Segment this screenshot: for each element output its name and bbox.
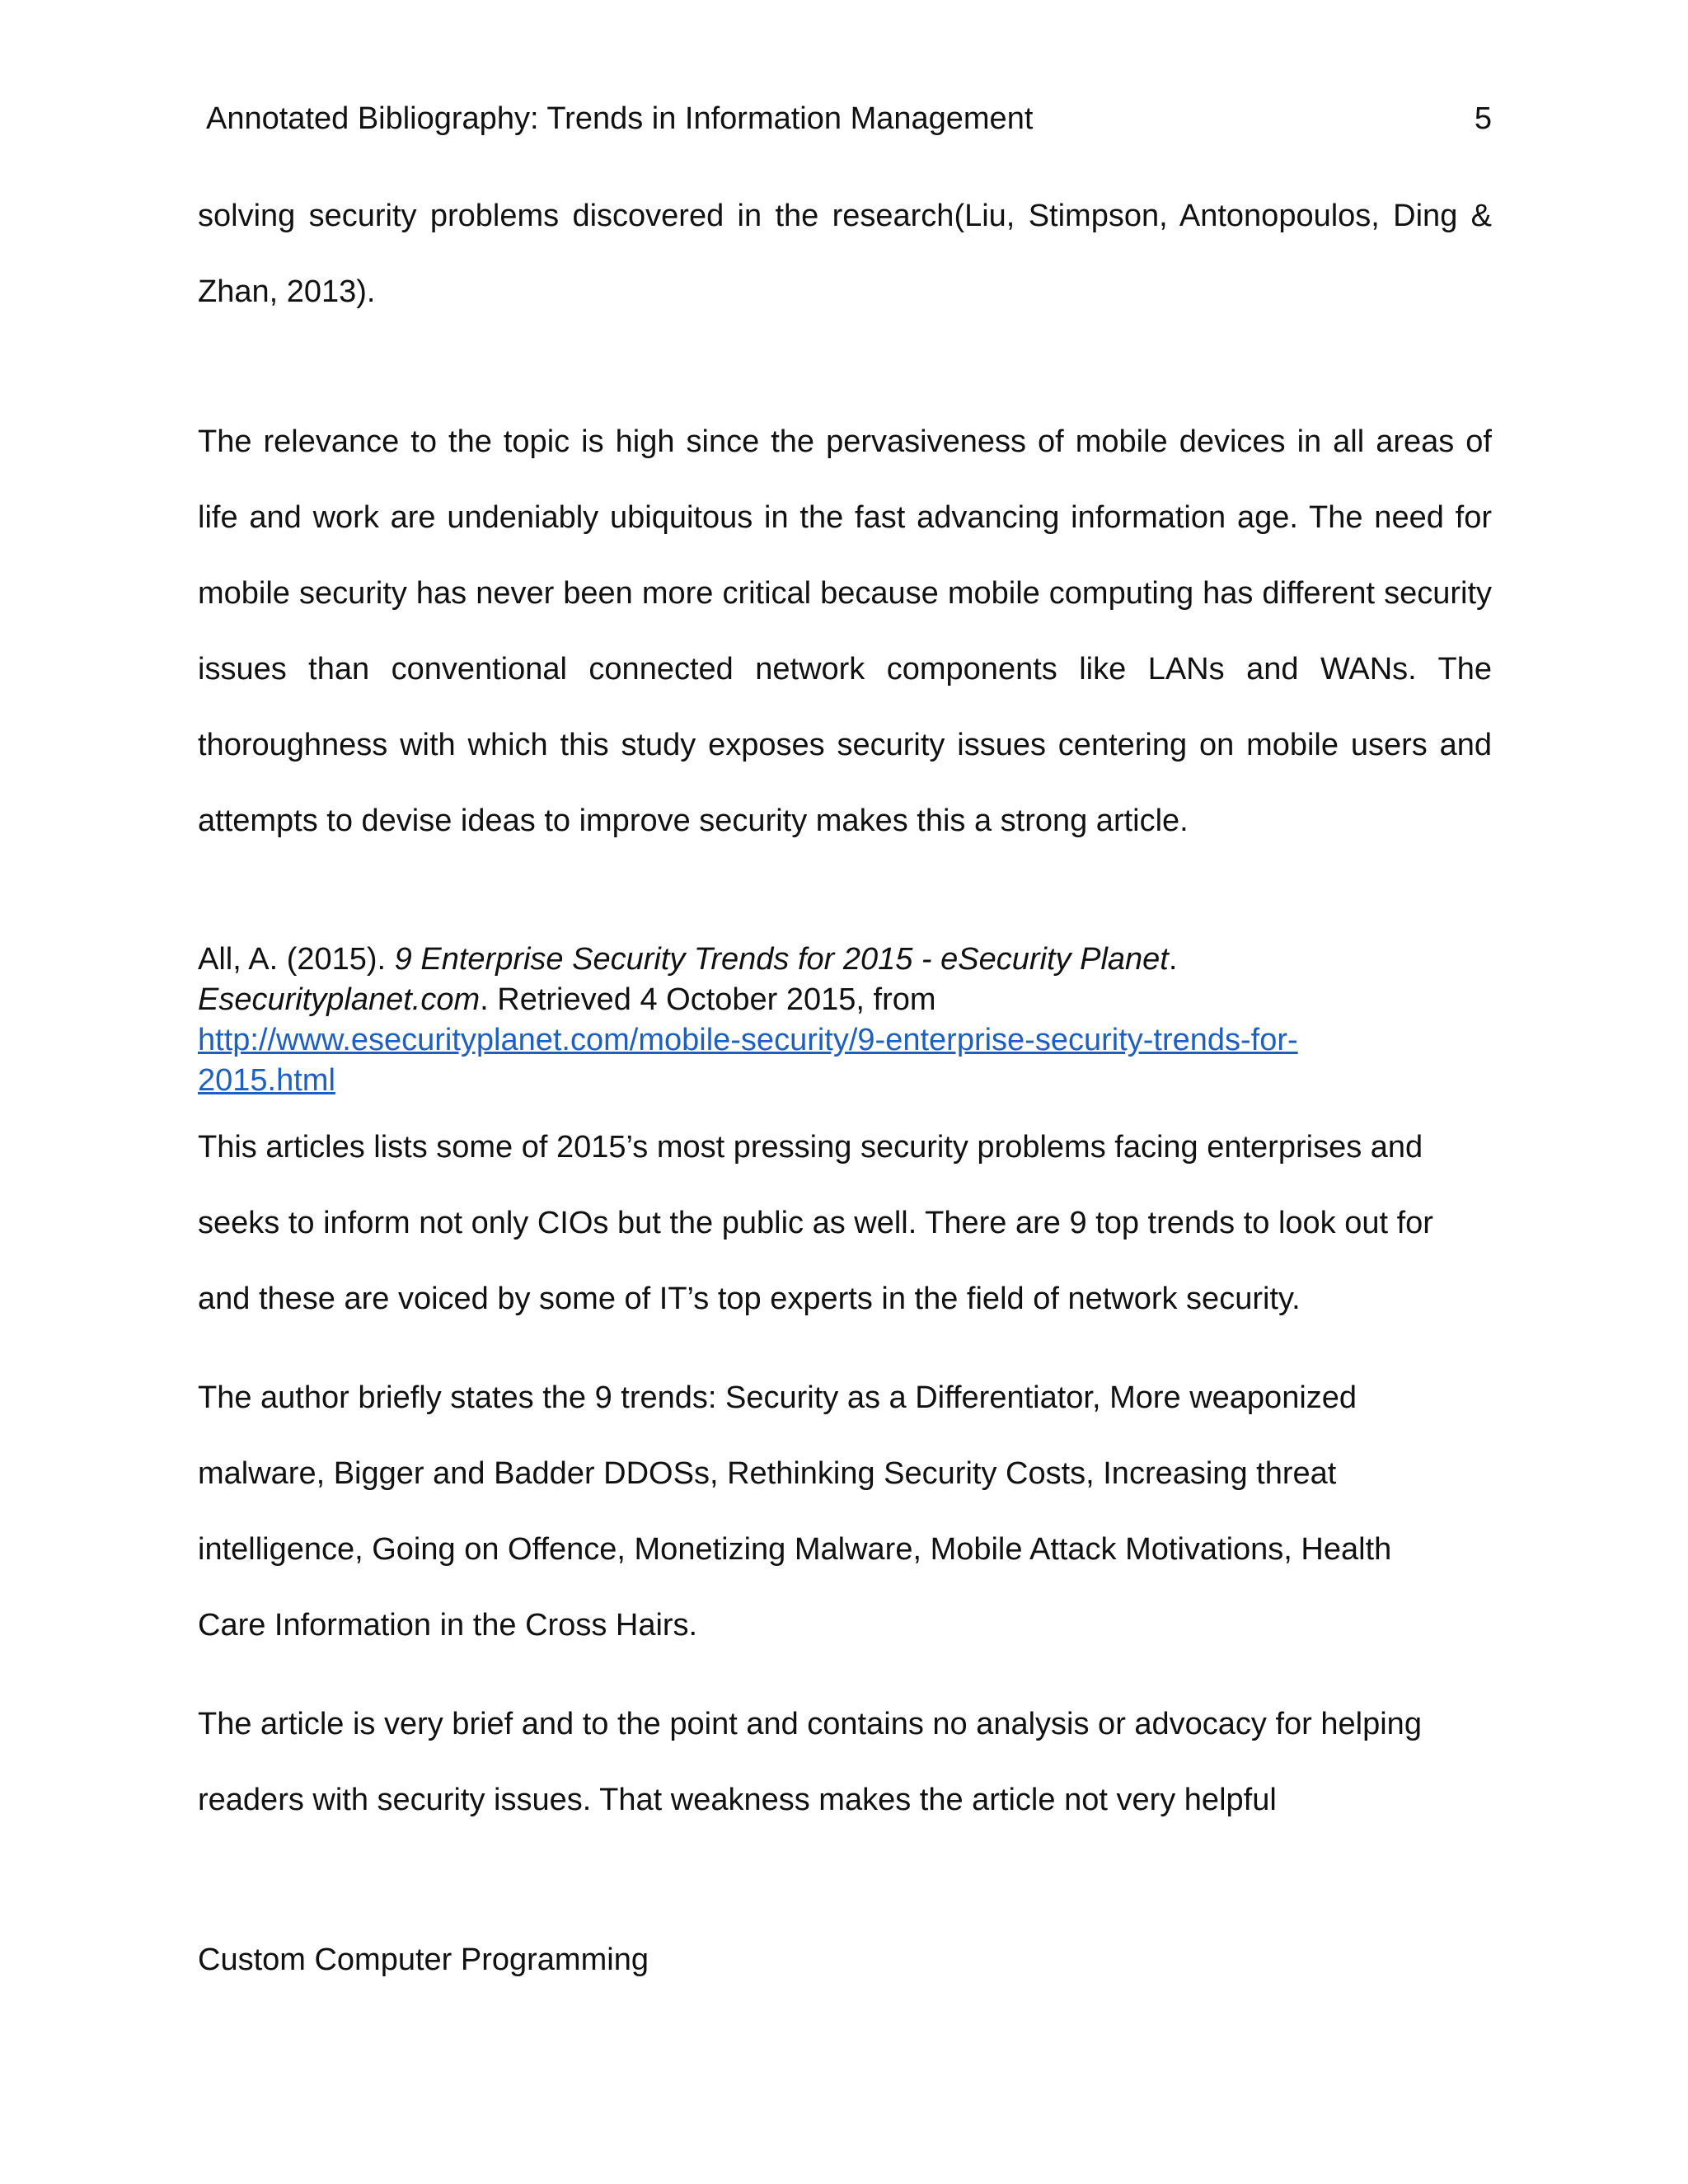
paragraph-2: The relevance to the topic is high since the pervasiveness of mobile devices in all areas of life and work are undeniably ubiquitous in the fast advancing information age. The need for mobile security has never been more critical because mobile computing has different security issues than conventional connected network components like LANs and WANs. The thoroughness with which this study exposes security issues centering on mobile users and attempts to devise ideas to improve security makes this a strong article. — [198, 424, 1492, 838]
reference-site: Esecurityplanet.com — [198, 982, 481, 1017]
running-header — [206, 97, 1492, 140]
reference-author-year: All, A. (2015). — [198, 942, 395, 977]
reference-entry — [198, 940, 1492, 1101]
page-number: 5 — [1474, 101, 1492, 136]
header-title: Annotated Bibliography: Trends in Information Management — [206, 101, 1034, 136]
paragraph-trends — [198, 1360, 1467, 1663]
paragraph-evaluation — [198, 1686, 1467, 1838]
reference-separator: . — [1168, 942, 1178, 977]
reference-url-line-2[interactable]: 2015.html — [198, 1063, 335, 1098]
paragraph-4: The author briefly states the 9 trends: Security as a Differentiator, More weaponized malware, Bigger and Badder DDOSs, Rethinking Security Costs, Increasing threat intelligence, Going on Offence, Monetizing Malware, Mobile Attack Motivations, Health Care Information in the Cross Hairs. — [198, 1380, 1392, 1643]
paragraph-1: solving security problems discovered in the research(Liu, Stimpson, Antonopoulos, Ding & Zhan, 2013). — [198, 199, 1492, 309]
paragraph-5: The article is very brief and to the point and contains no analysis or advocacy for helping readers with security issues. That weakness makes the article not very helpful — [198, 1707, 1422, 1817]
reference-retrieved: . Retrieved 4 October 2015, from — [480, 982, 936, 1017]
reference-title: 9 Enterprise Security Trends for 2015 - eSecurity Planet — [394, 942, 1169, 977]
paragraph-relevance — [198, 404, 1492, 859]
paragraph-summary — [198, 1109, 1467, 1337]
paragraph-continuation — [198, 178, 1492, 330]
reference-url-line-1[interactable]: http://www.esecurityplanet.com/mobile-security/9-enterprise-security-trends-for- — [198, 1023, 1298, 1057]
page-footer: Custom Computer Programming — [198, 1943, 649, 1977]
paragraph-3: This articles lists some of 2015’s most pressing security problems facing enterprises and seeks to inform not only CIOs but the public as well. There are 9 top trends to look out for and these are voiced by some of IT’s top experts in the field of network security. — [198, 1130, 1433, 1316]
